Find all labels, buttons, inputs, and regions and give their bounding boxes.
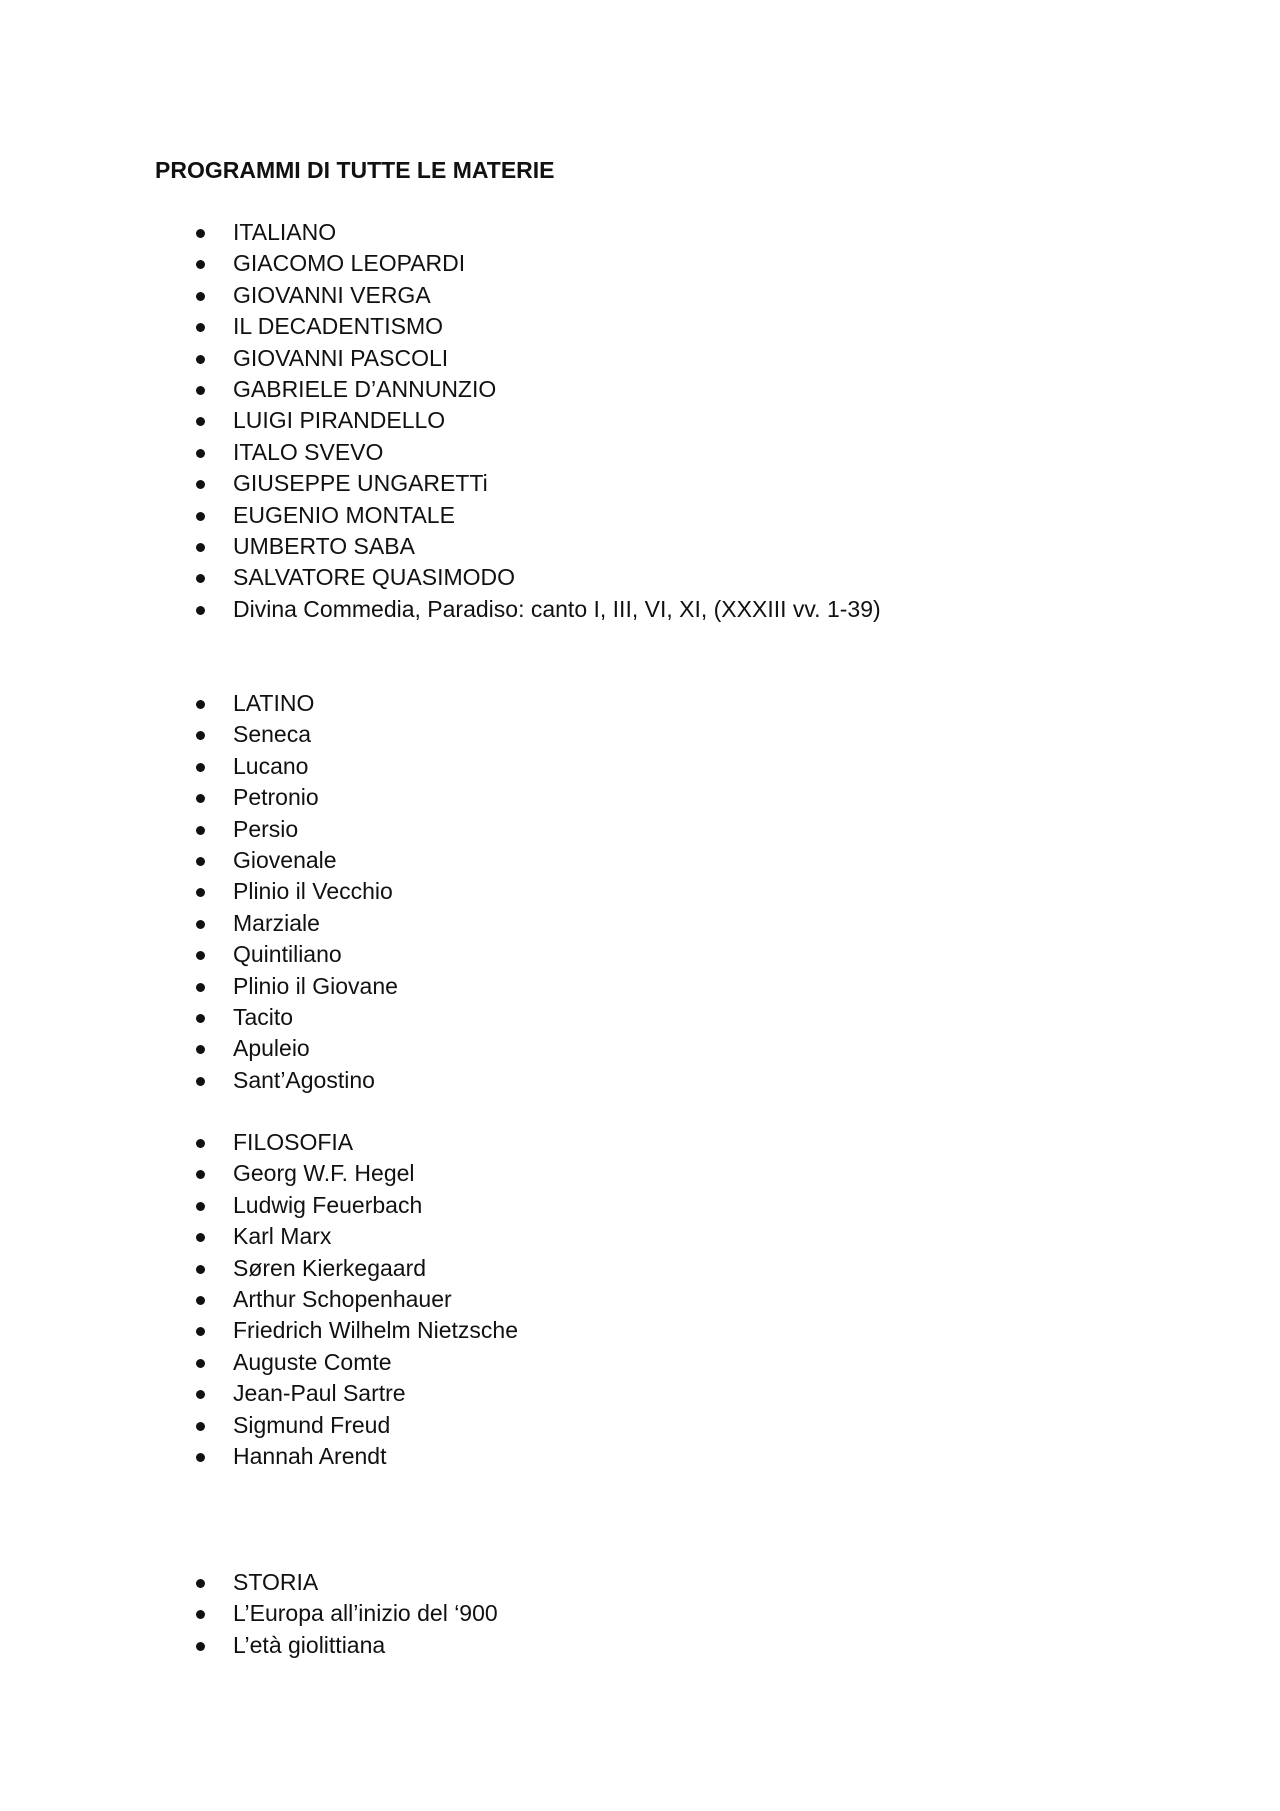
- section-italiano: [195, 217, 881, 625]
- list-item: STORIA: [195, 1567, 498, 1598]
- list-item: ITALIANO: [195, 217, 881, 248]
- list-item: Auguste Comte: [195, 1347, 518, 1378]
- list-item: L’età giolittiana: [195, 1630, 498, 1661]
- list-item: Plinio il Giovane: [195, 971, 398, 1002]
- list-item: Arthur Schopenhauer: [195, 1284, 518, 1315]
- document-title: PROGRAMMI DI TUTTE LE MATERIE: [155, 157, 555, 183]
- section-filosofia: [195, 1127, 518, 1472]
- list-item: Jean-Paul Sartre: [195, 1378, 518, 1409]
- list-item: ITALO SVEVO: [195, 437, 881, 468]
- list-item: Ludwig Feuerbach: [195, 1190, 518, 1221]
- section-latino: [195, 688, 398, 1096]
- list-item: Apuleio: [195, 1033, 398, 1064]
- list-item: UMBERTO SABA: [195, 531, 881, 562]
- list-item: Marziale: [195, 908, 398, 939]
- list-item: EUGENIO MONTALE: [195, 500, 881, 531]
- list-item: IL DECADENTISMO: [195, 311, 881, 342]
- list-item: GIOVANNI VERGA: [195, 280, 881, 311]
- list-item: Sant’Agostino: [195, 1065, 398, 1096]
- list-item: Tacito: [195, 1002, 398, 1033]
- list-item: Karl Marx: [195, 1221, 518, 1252]
- list-item: LATINO: [195, 688, 398, 719]
- list-item: Quintiliano: [195, 939, 398, 970]
- list-item: Persio: [195, 814, 398, 845]
- section-storia: [195, 1567, 498, 1661]
- list-item: Plinio il Vecchio: [195, 876, 398, 907]
- list-item: Hannah Arendt: [195, 1441, 518, 1472]
- list-item: FILOSOFIA: [195, 1127, 518, 1158]
- list-item: Sigmund Freud: [195, 1410, 518, 1441]
- list-item: Giovenale: [195, 845, 398, 876]
- list-item: Petronio: [195, 782, 398, 813]
- list-item: GABRIELE D’ANNUNZIO: [195, 374, 881, 405]
- list-item: GIUSEPPE UNGARETTi: [195, 468, 881, 499]
- list-item: Seneca: [195, 719, 398, 750]
- list-item: Georg W.F. Hegel: [195, 1158, 518, 1189]
- list-item: GIACOMO LEOPARDI: [195, 248, 881, 279]
- list-item: Lucano: [195, 751, 398, 782]
- list-item: LUIGI PIRANDELLO: [195, 405, 881, 436]
- list-item: GIOVANNI PASCOLI: [195, 343, 881, 374]
- list-item: L’Europa all’inizio del ‘900: [195, 1598, 498, 1629]
- list-item: Friedrich Wilhelm Nietzsche: [195, 1315, 518, 1346]
- list-item: Søren Kierkegaard: [195, 1253, 518, 1284]
- list-item: Divina Commedia, Paradiso: canto I, III, VI, XI, (XXXIII vv. 1-39): [195, 594, 881, 625]
- list-item: SALVATORE QUASIMODO: [195, 562, 881, 593]
